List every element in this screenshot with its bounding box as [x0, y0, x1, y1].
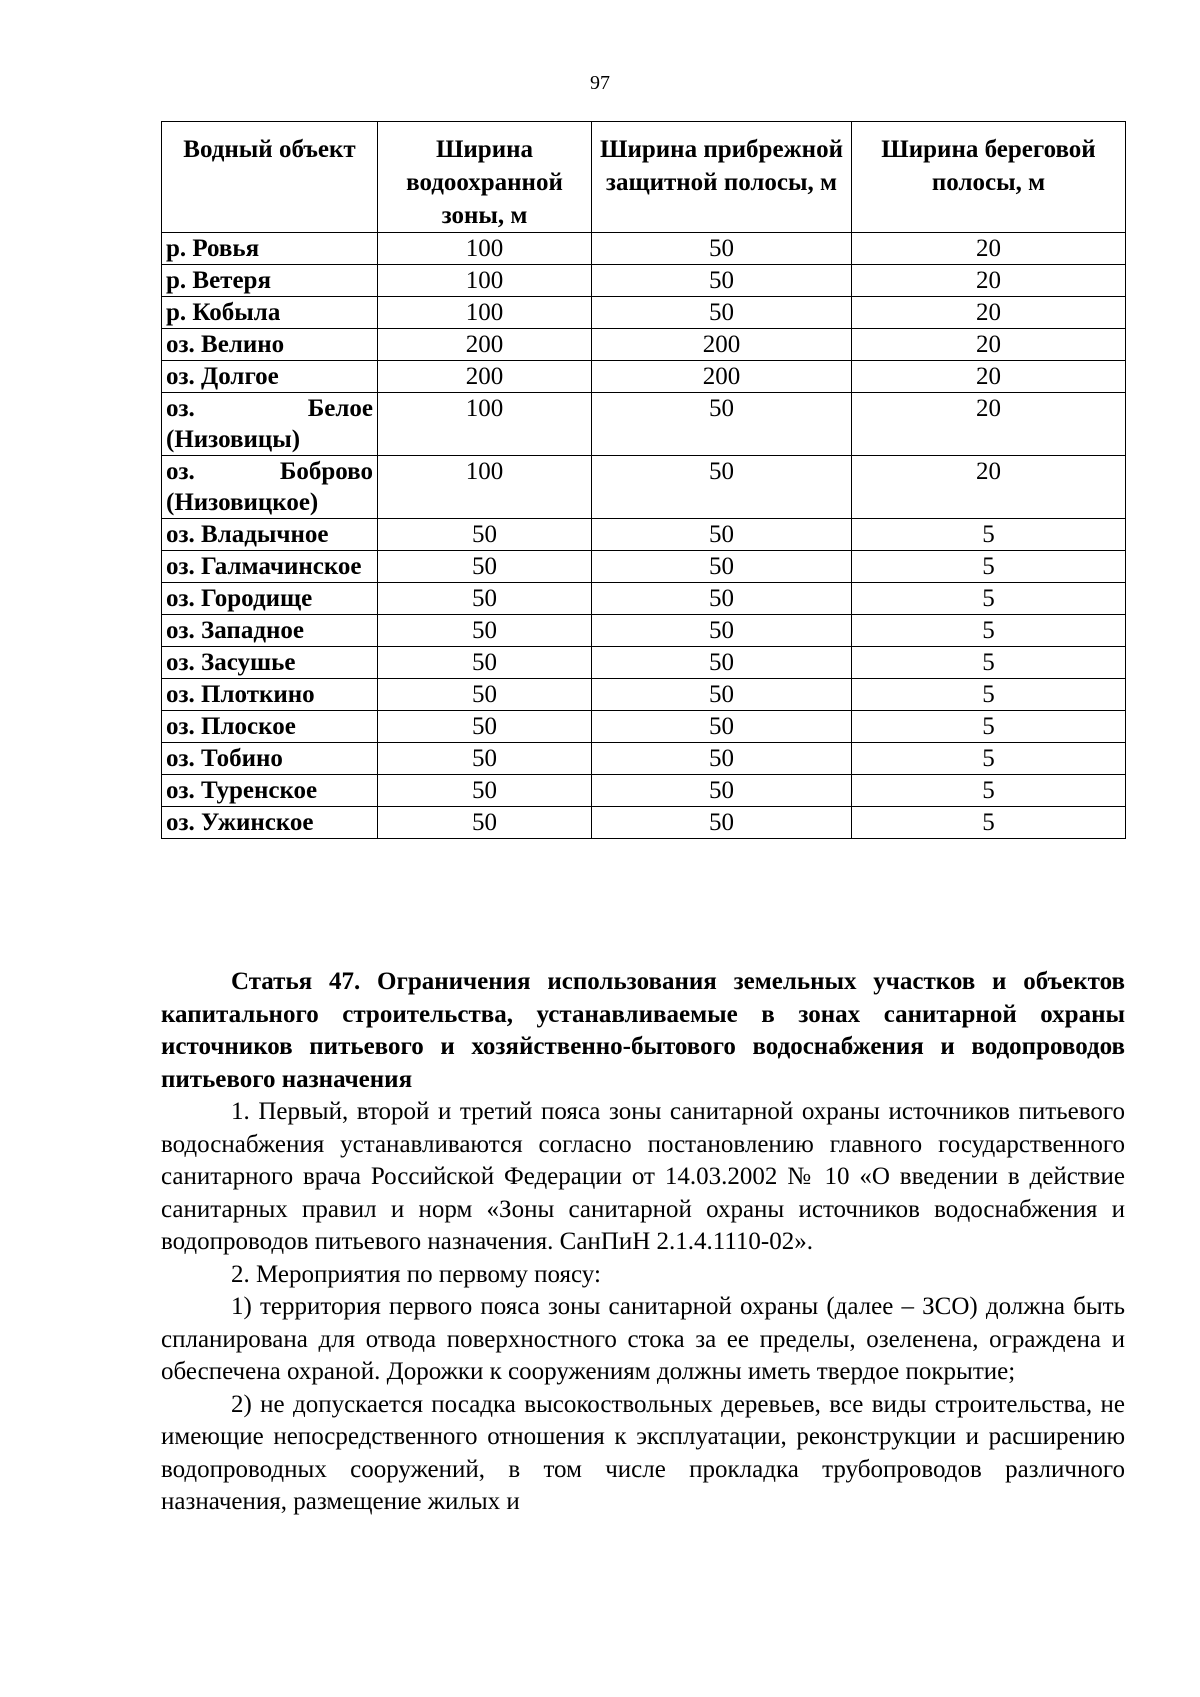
water-object-name: оз. Долгое: [162, 361, 378, 393]
coastal-strip-value: 50: [592, 647, 852, 679]
coastal-strip-value: 50: [592, 679, 852, 711]
shore-strip-value: 20: [852, 329, 1126, 361]
article-paragraph: 2) не допускается посадка высокоствольных деревьев, все виды строительства, не имеющие непосредственного отношения к эксплуатации, реконструкции и расширению водопроводных сооружений, в том числе прокладка трубопроводов различного назначения, размещение жилых и: [161, 1390, 1125, 1515]
header-coastal-strip-width: Ширина прибрежной защитной полосы, м: [592, 122, 852, 233]
shore-strip-value: 5: [852, 807, 1126, 839]
coastal-strip-value: 50: [592, 393, 852, 456]
coastal-strip-value: 50: [592, 265, 852, 297]
table-row: [162, 775, 1126, 807]
shore-strip-value: 5: [852, 711, 1126, 743]
water-object-name: оз. Городище: [162, 583, 378, 615]
coastal-strip-value: 50: [592, 233, 852, 265]
protection-zone-value: 100: [378, 456, 592, 519]
table-row: [162, 233, 1126, 265]
article-heading: Статья 47. Ограничения использования земельных участков и объектов капитального строительства, устанавливаемые в зонах санитарной охраны источников питьевого и хозяйственно-бытового водоснабжения и водопроводов питьевого назначения: [161, 968, 1125, 1093]
article-paragraph: 1) территория первого пояса зоны санитарной охраны (далее – ЗСО) должна быть спланирована для отвода поверхностного стока за ее пределы, озеленена, ограждена и обеспечена охраной. Дорожки к сооружениям должны иметь твердое покрытие;: [161, 1293, 1125, 1385]
table-row: [162, 583, 1126, 615]
table-row: [162, 329, 1126, 361]
table-row: [162, 679, 1126, 711]
coastal-strip-value: 50: [592, 297, 852, 329]
protection-zone-value: 50: [378, 615, 592, 647]
protection-zone-value: 50: [378, 775, 592, 807]
coastal-strip-value: 50: [592, 551, 852, 583]
coastal-strip-value: 50: [592, 456, 852, 519]
coastal-strip-value: 50: [592, 583, 852, 615]
protection-zone-value: 100: [378, 297, 592, 329]
protection-zone-value: 50: [378, 807, 592, 839]
coastal-strip-value: 50: [592, 615, 852, 647]
table-row: [162, 551, 1126, 583]
water-object-name: оз. Плоское: [162, 711, 378, 743]
table-row: [162, 807, 1126, 839]
article-paragraph: 1. Первый, второй и третий пояса зоны санитарной охраны источников питьевого водоснабжения устанавливаются согласно постановлению главного государственного санитарного врача Российской Федерации от 14.03.2002 № 10 «О введении в действие санитарных правил и норм «Зоны санитарной охраны источников водоснабжения и водопроводов питьевого назначения. СанПиН 2.1.4.1110-02».: [161, 1098, 1125, 1255]
protection-zone-value: 200: [378, 361, 592, 393]
table-row: [162, 297, 1126, 329]
water-protection-table: [161, 121, 1126, 839]
shore-strip-value: 20: [852, 393, 1126, 456]
table-row: [162, 265, 1126, 297]
page-number: 97: [590, 72, 610, 94]
protection-zone-value: 50: [378, 551, 592, 583]
water-object-name: оз. Владычное: [162, 519, 378, 551]
table-row: [162, 456, 1126, 519]
shore-strip-value: 5: [852, 583, 1126, 615]
water-object-name: оз. Белое (Низовицы): [162, 393, 378, 456]
protection-zone-value: 50: [378, 583, 592, 615]
table-row: [162, 361, 1126, 393]
water-object-name: оз. Западное: [162, 615, 378, 647]
header-protection-zone-width: Ширина водоохранной зоны, м: [378, 122, 592, 233]
shore-strip-value: 5: [852, 519, 1126, 551]
protection-zone-value: 50: [378, 743, 592, 775]
water-object-name: оз. Плоткино: [162, 679, 378, 711]
shore-strip-value: 5: [852, 647, 1126, 679]
shore-strip-value: 5: [852, 551, 1126, 583]
table-row: [162, 711, 1126, 743]
protection-zone-value: 50: [378, 519, 592, 551]
water-object-name: оз. Засушье: [162, 647, 378, 679]
protection-zone-value: 50: [378, 647, 592, 679]
water-object-name: оз. Ужинское: [162, 807, 378, 839]
shore-strip-value: 20: [852, 297, 1126, 329]
protection-zone-value: 50: [378, 679, 592, 711]
coastal-strip-value: 200: [592, 329, 852, 361]
header-shore-strip-width: Ширина береговой полосы, м: [852, 122, 1126, 233]
coastal-strip-value: 50: [592, 807, 852, 839]
protection-zone-value: 50: [378, 711, 592, 743]
table-header-row: [162, 122, 1126, 233]
coastal-strip-value: 50: [592, 743, 852, 775]
shore-strip-value: 20: [852, 361, 1126, 393]
coastal-strip-value: 50: [592, 775, 852, 807]
water-object-name: оз. Туренское: [162, 775, 378, 807]
table-row: [162, 519, 1126, 551]
protection-zone-value: 100: [378, 393, 592, 456]
water-object-name: оз. Тобино: [162, 743, 378, 775]
table-row: [162, 393, 1126, 456]
shore-strip-value: 5: [852, 743, 1126, 775]
coastal-strip-value: 50: [592, 519, 852, 551]
water-object-name: оз. Боброво (Низовицкое): [162, 456, 378, 519]
shore-strip-value: 20: [852, 456, 1126, 519]
shore-strip-value: 20: [852, 233, 1126, 265]
water-object-name: р. Ровья: [162, 233, 378, 265]
table-row: [162, 743, 1126, 775]
water-object-name: р. Ветеря: [162, 265, 378, 297]
water-object-name: оз. Галмачинское: [162, 551, 378, 583]
header-water-object: Водный объект: [162, 122, 378, 233]
water-object-name: оз. Велино: [162, 329, 378, 361]
protection-zone-value: 200: [378, 329, 592, 361]
article-text: [161, 966, 1125, 1519]
shore-strip-value: 5: [852, 679, 1126, 711]
table-row: [162, 615, 1126, 647]
shore-strip-value: 20: [852, 265, 1126, 297]
article-paragraph: 2. Мероприятия по первому поясу:: [231, 1260, 601, 1288]
shore-strip-value: 5: [852, 775, 1126, 807]
coastal-strip-value: 50: [592, 711, 852, 743]
shore-strip-value: 5: [852, 615, 1126, 647]
coastal-strip-value: 200: [592, 361, 852, 393]
water-object-name: р. Кобыла: [162, 297, 378, 329]
table-row: [162, 647, 1126, 679]
protection-zone-value: 100: [378, 233, 592, 265]
protection-zone-value: 100: [378, 265, 592, 297]
